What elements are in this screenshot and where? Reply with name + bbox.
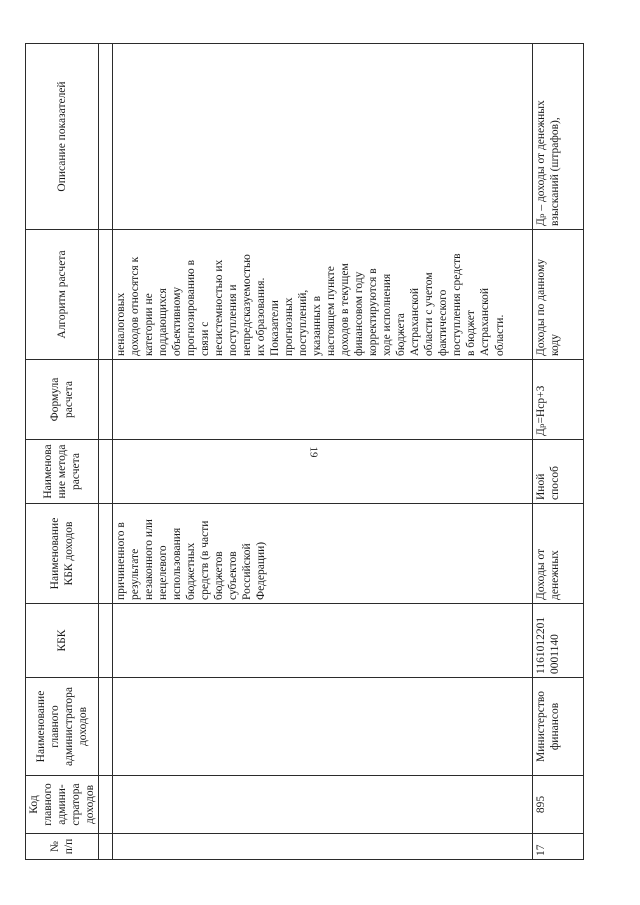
cell-method: Иной способ	[533, 440, 584, 504]
column-number-row	[99, 44, 113, 860]
header-description: Описание показателей	[26, 44, 99, 230]
blank-cell	[99, 440, 113, 504]
page-number: 19	[307, 446, 320, 458]
cell-description: Дₚ – доходы от денежных взысканий (штрафов),	[533, 44, 584, 230]
header-kbk-name: Наименование КБК доходов	[26, 504, 99, 604]
cell-num: 17	[533, 834, 584, 860]
header-num: № п/п	[26, 834, 99, 860]
table-row	[113, 44, 533, 860]
cell-formula: Дₚ=Нср+З	[533, 360, 584, 440]
cell-code	[113, 776, 533, 834]
header-row	[26, 44, 99, 860]
cell-kbk: 1161012201 0001140	[533, 604, 584, 678]
header-code: Код главного админи- стратора доходов	[26, 776, 99, 834]
cell-kbk	[113, 604, 533, 678]
cell-num	[113, 834, 533, 860]
cell-method	[113, 440, 533, 504]
blank-cell	[99, 834, 113, 860]
blank-cell	[99, 360, 113, 440]
cell-algorithm: Доходы по данному коду	[533, 230, 584, 360]
blank-cell	[99, 604, 113, 678]
blank-cell	[99, 504, 113, 604]
blank-cell	[99, 44, 113, 230]
cell-algorithm: неналоговых доходов относятся к категории не поддающихся объективному прогнозированию в связи с несистемностью их поступления и непредсказуемостью их образования. Показатели прогнозных поступлений, указанных в настоящем пункте доходов в текущем финансовом году корректируются в ходе исполнения бюджета Астраханской области с учетом фактического поступления средств в бюджет Астраханской области.	[113, 230, 533, 360]
header-formula: Формула расчета	[26, 360, 99, 440]
blank-cell	[99, 678, 113, 776]
cell-description	[113, 44, 533, 230]
revenue-forecast-table	[25, 43, 584, 860]
header-algorithm: Алгоритм расчета	[26, 230, 99, 360]
cell-admin-name: Министерство финансов	[533, 678, 584, 776]
header-admin-name: Наименование главного администратора доходов	[26, 678, 99, 776]
table-row	[533, 44, 584, 860]
header-method: Наименова ние метода расчета	[26, 440, 99, 504]
cell-kbk-name: причиненного в результате незаконного или нецелевого использования бюджетных средств (в части бюджетов субъектов Российской Федерации)	[113, 504, 533, 604]
document-table-rotated	[25, 44, 584, 860]
cell-admin-name	[113, 678, 533, 776]
cell-kbk-name: Доходы от денежных	[533, 504, 584, 604]
blank-cell	[99, 776, 113, 834]
blank-cell	[99, 230, 113, 360]
cell-code: 895	[533, 776, 584, 834]
header-kbk: КБК	[26, 604, 99, 678]
cell-formula	[113, 360, 533, 440]
